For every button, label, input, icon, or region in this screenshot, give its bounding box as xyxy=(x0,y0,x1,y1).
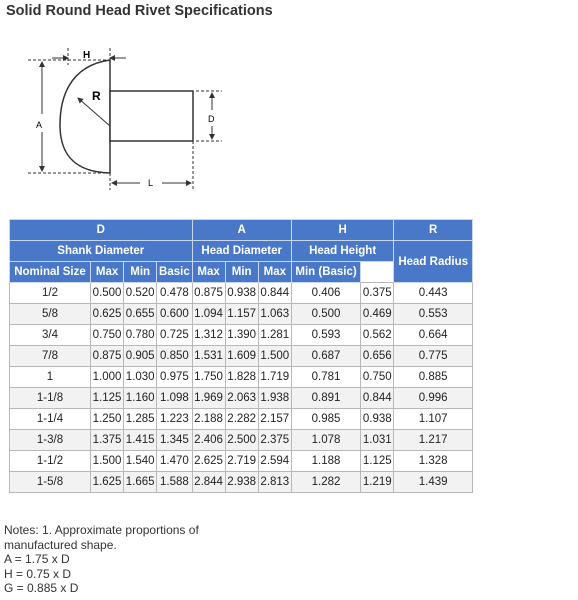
page-title: Solid Round Head Rivet Specifications xyxy=(6,3,273,19)
table-cell: 0.725 xyxy=(157,325,192,346)
table-cell: 1.250 xyxy=(91,409,124,430)
table-cell: 0.520 xyxy=(124,283,157,304)
note-line: manufactured shape. xyxy=(4,537,117,552)
table-cell: 1.223 xyxy=(157,409,192,430)
table-cell: 2.406 xyxy=(192,430,225,451)
subheader-height-min-basic: Min (Basic) xyxy=(291,262,360,283)
note-line: H = 0.75 x D xyxy=(4,566,72,581)
table-cell: 0.593 xyxy=(291,325,360,346)
table-cell: 0.775 xyxy=(394,346,473,367)
table-cell: 0.443 xyxy=(394,283,473,304)
table-cell: 1.285 xyxy=(124,409,157,430)
note-line: A = 1.75 x D xyxy=(4,552,70,566)
table-cell: 0.625 xyxy=(91,304,124,325)
label-d: D xyxy=(208,114,215,124)
group-name-head-radius: Head Radius xyxy=(394,241,473,283)
table-cell: 2.594 xyxy=(258,451,291,472)
table-cell: 1.157 xyxy=(225,304,258,325)
table-cell: 1-1/2 xyxy=(10,451,91,472)
table-cell: 1.312 xyxy=(192,325,225,346)
table-cell: 1/2 xyxy=(10,283,91,304)
table-row xyxy=(10,388,473,409)
subheader-shank-min: Min xyxy=(124,262,157,283)
table-cell: 1.625 xyxy=(91,472,124,493)
table-cell: 0.553 xyxy=(394,304,473,325)
table-cell: 0.469 xyxy=(361,304,394,325)
table-cell: 0.844 xyxy=(258,283,291,304)
table-cell: 0.750 xyxy=(91,325,124,346)
table-cell: 1.719 xyxy=(258,367,291,388)
table-cell: 0.938 xyxy=(361,409,394,430)
table-cell: 0.687 xyxy=(291,346,360,367)
table-cell: 1.078 xyxy=(291,430,360,451)
table-cell: 1-5/8 xyxy=(10,472,91,493)
table-cell: 0.875 xyxy=(192,283,225,304)
table-cell: 1 xyxy=(10,367,91,388)
table-cell: 7/8 xyxy=(10,346,91,367)
table-cell: 0.664 xyxy=(394,325,473,346)
label-a: A xyxy=(36,120,43,130)
table-cell: 0.600 xyxy=(157,304,192,325)
table-cell: 1.828 xyxy=(225,367,258,388)
subheader-height-max: Max xyxy=(258,262,291,283)
table-cell: 1.938 xyxy=(258,388,291,409)
table-cell: 2.063 xyxy=(225,388,258,409)
subheader-head-max: Max xyxy=(192,262,225,283)
table-cell: 1.540 xyxy=(124,451,157,472)
table-row xyxy=(10,472,473,493)
label-r: R xyxy=(92,89,101,103)
subheader-shank-max: Max xyxy=(91,262,124,283)
table-row xyxy=(10,367,473,388)
table-cell: 1.160 xyxy=(124,388,157,409)
table-cell: 1.345 xyxy=(157,430,192,451)
group-name-shank-diameter: Shank Diameter xyxy=(10,241,193,262)
group-letter-d: D xyxy=(10,220,193,241)
table-cell: 2.188 xyxy=(192,409,225,430)
table-cell: 1.328 xyxy=(394,451,473,472)
table-cell: 0.656 xyxy=(361,346,394,367)
note-line: Notes: 1. Approximate proportions of xyxy=(4,523,199,537)
table-cell: 0.885 xyxy=(394,367,473,388)
table-cell: 0.478 xyxy=(157,283,192,304)
table-cell: 0.905 xyxy=(124,346,157,367)
group-name-head-diameter: Head Diameter xyxy=(192,241,291,262)
table-cell: 0.780 xyxy=(124,325,157,346)
table-cell: 0.996 xyxy=(394,388,473,409)
table-cell: 1.439 xyxy=(394,472,473,493)
table-cell: 1.098 xyxy=(157,388,192,409)
note-line: G = 0.885 x D xyxy=(4,581,79,595)
table-cell: 1.390 xyxy=(225,325,258,346)
table-cell: 2.500 xyxy=(225,430,258,451)
table-cell: 0.500 xyxy=(91,283,124,304)
table-cell: 0.850 xyxy=(157,346,192,367)
table-cell: 0.975 xyxy=(157,367,192,388)
table-cell: 1-1/4 xyxy=(10,409,91,430)
table-cell: 1.375 xyxy=(91,430,124,451)
table-cell: 2.282 xyxy=(225,409,258,430)
table-cell: 0.375 xyxy=(361,283,394,304)
table-cell: 1.000 xyxy=(91,367,124,388)
table-row xyxy=(10,304,473,325)
table-cell: 1.031 xyxy=(361,430,394,451)
table-cell: 1-1/8 xyxy=(10,388,91,409)
table-cell: 1.219 xyxy=(361,472,394,493)
table-cell: 1.217 xyxy=(394,430,473,451)
table-cell: 1.969 xyxy=(192,388,225,409)
table-row xyxy=(10,430,473,451)
table-cell: 0.750 xyxy=(361,367,394,388)
subheader-nominal-size: Nominal Size xyxy=(10,262,91,283)
table-cell: 5/8 xyxy=(10,304,91,325)
table-cell: 2.157 xyxy=(258,409,291,430)
notes xyxy=(4,523,234,596)
table-cell: 1.125 xyxy=(91,388,124,409)
table-cell: 1-3/8 xyxy=(10,430,91,451)
table-cell: 0.844 xyxy=(361,388,394,409)
table-cell: 1.282 xyxy=(291,472,360,493)
group-letter-r: R xyxy=(394,220,473,241)
table-cell: 1.588 xyxy=(157,472,192,493)
table-cell: 1.415 xyxy=(124,430,157,451)
table-cell: 0.938 xyxy=(225,283,258,304)
table-cell: 1.107 xyxy=(394,409,473,430)
table-cell: 2.625 xyxy=(192,451,225,472)
label-h: H xyxy=(83,50,91,61)
spec-table-body xyxy=(10,283,473,493)
table-cell: 0.562 xyxy=(361,325,394,346)
table-cell: 0.875 xyxy=(91,346,124,367)
table-cell: 1.063 xyxy=(258,304,291,325)
rivet-shank xyxy=(110,91,193,141)
table-cell: 0.891 xyxy=(291,388,360,409)
table-row xyxy=(10,451,473,472)
group-letter-h: H xyxy=(291,220,393,241)
table-cell: 1.094 xyxy=(192,304,225,325)
table-cell: 1.665 xyxy=(124,472,157,493)
table-cell: 1.188 xyxy=(291,451,360,472)
table-cell: 1.281 xyxy=(258,325,291,346)
subheader-head-basic: Basic xyxy=(157,262,192,283)
table-cell: 1.531 xyxy=(192,346,225,367)
rivet-head xyxy=(60,60,110,173)
rivet-diagram xyxy=(0,40,300,200)
table-cell: 1.500 xyxy=(258,346,291,367)
table-row xyxy=(10,346,473,367)
table-cell: 0.781 xyxy=(291,367,360,388)
table-cell: 2.938 xyxy=(225,472,258,493)
table-cell: 1.750 xyxy=(192,367,225,388)
table-cell: 1.030 xyxy=(124,367,157,388)
table-row xyxy=(10,325,473,346)
table-cell: 2.719 xyxy=(225,451,258,472)
table-cell: 0.500 xyxy=(291,304,360,325)
table-cell: 1.470 xyxy=(157,451,192,472)
table-cell: 2.813 xyxy=(258,472,291,493)
table-cell: 2.844 xyxy=(192,472,225,493)
table-cell: 0.655 xyxy=(124,304,157,325)
label-l: L xyxy=(148,178,154,188)
table-row xyxy=(10,409,473,430)
table-cell: 3/4 xyxy=(10,325,91,346)
table-row xyxy=(10,283,473,304)
table-cell: 2.375 xyxy=(258,430,291,451)
spec-table xyxy=(9,219,473,493)
table-cell: 0.406 xyxy=(291,283,360,304)
table-cell: 0.985 xyxy=(291,409,360,430)
table-cell: 1.500 xyxy=(91,451,124,472)
group-letter-a: A xyxy=(192,220,291,241)
group-name-head-height: Head Height xyxy=(291,241,393,262)
table-cell: 1.609 xyxy=(225,346,258,367)
table-cell: 1.125 xyxy=(361,451,394,472)
subheader-head-min: Min xyxy=(225,262,258,283)
